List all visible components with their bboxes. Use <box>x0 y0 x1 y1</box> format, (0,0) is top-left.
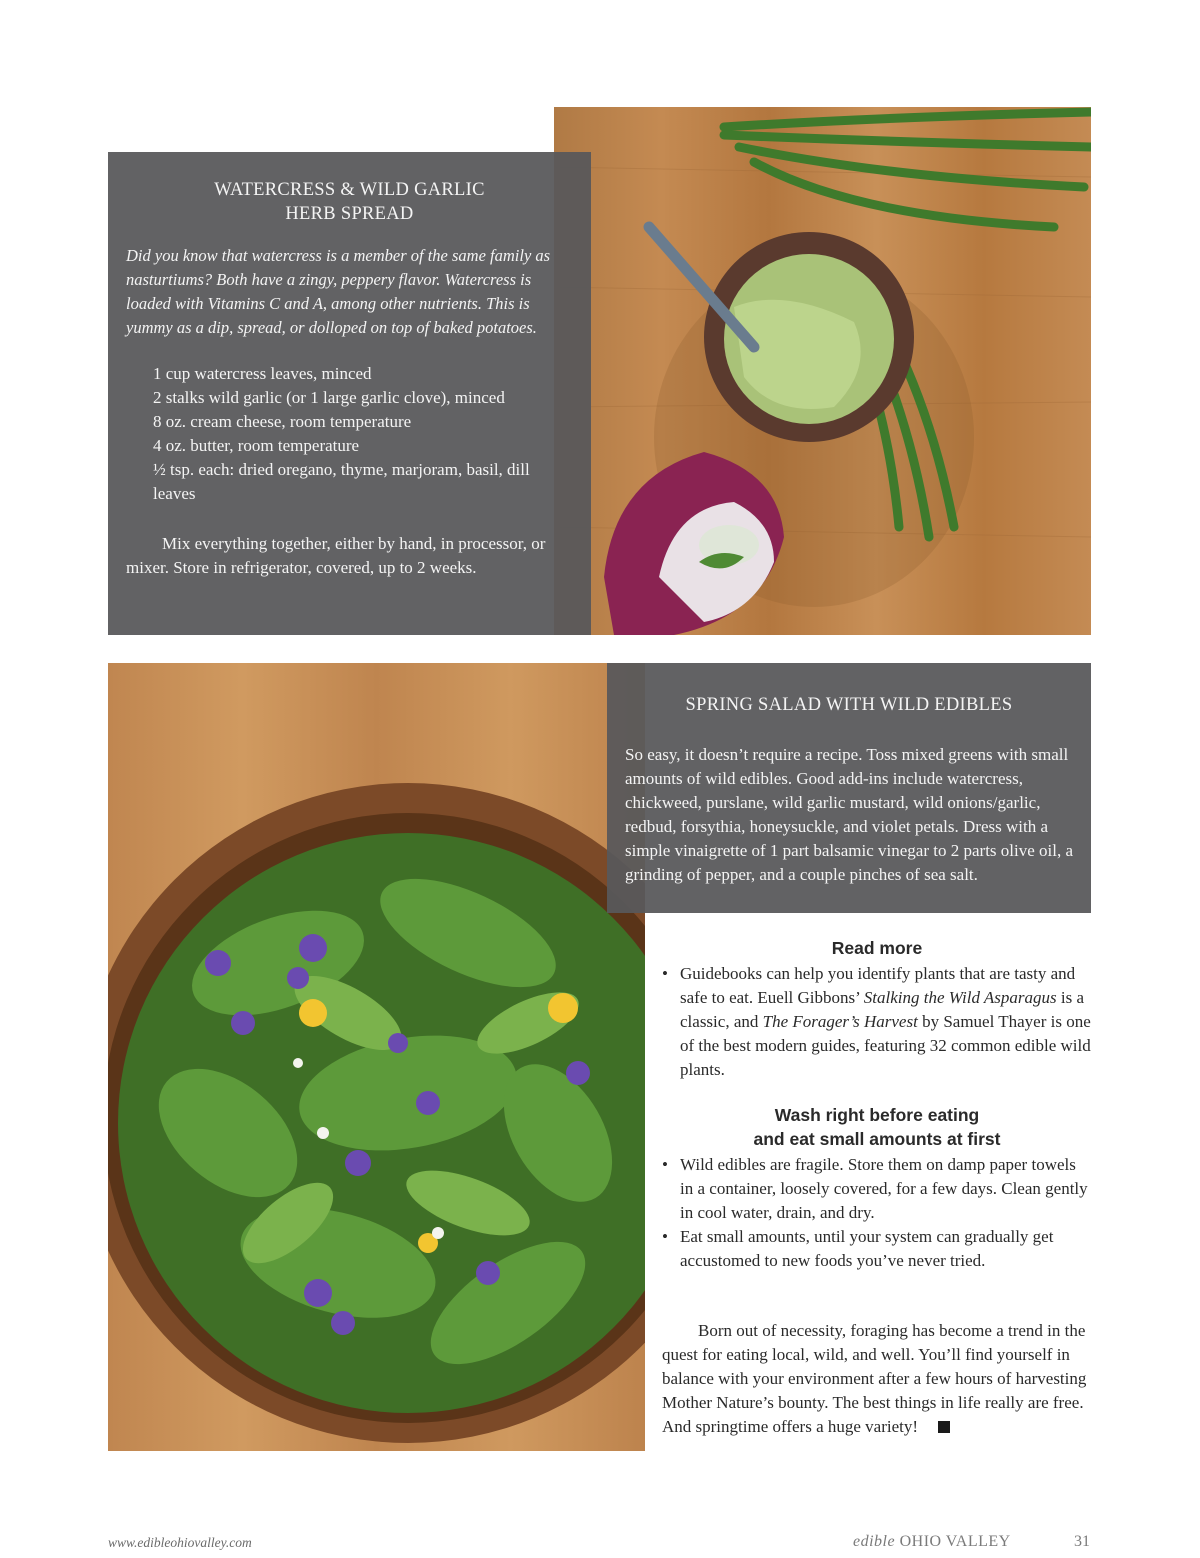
wash-heading <box>662 1103 1092 1151</box>
ingredient-item: 8 oz. cream cheese, room temperature <box>153 412 412 431</box>
salad-bowl-illustration <box>108 663 645 1451</box>
recipe-title <box>126 178 573 226</box>
wash-list <box>662 1153 1092 1273</box>
salad-recipe-box <box>607 663 1091 913</box>
closing-section <box>662 1319 1092 1439</box>
wash-heading-line1: Wash right before eating <box>774 1105 980 1125</box>
book-title-foragers-harvest: The Forager’s Harvest <box>762 1012 918 1031</box>
herb-spread-photo <box>554 107 1091 635</box>
recipe-title-line2: HERB SPREAD <box>285 204 414 224</box>
footer-mag-rest: OHIO VALLEY <box>899 1533 1011 1550</box>
read-more-item <box>662 962 1092 1082</box>
read-more-list <box>662 962 1092 1082</box>
salad-body: So easy, it doesn’t require a recipe. Toss mixed greens with small amounts of wild edibles. Good add-ins include watercress, chickweed, purslane, wild garlic mustard, wild onions/garlic, redbud, forsythia, honeysuckle, and violet petals. Dress with a simple vinaigrette of 1 part balsamic vinegar to 2 parts olive oil, a grinding of pepper, and a couple pinches of sea salt. <box>625 745 1074 884</box>
wash-item: • Wild edibles are fragile. Store them on damp paper towels in a container, loosely covered, for a few days. Clean gently in cool water, drain, and dry. <box>662 1153 1092 1225</box>
read-more-heading: Read more <box>831 938 923 958</box>
wash-item: • Eat small amounts, until your system can gradually get accustomed to new foods you’ve never tried. <box>662 1225 1092 1273</box>
ingredient-item: 1 cup watercress leaves, minced <box>153 364 372 383</box>
recipe-title-line1: WATERCRESS & WILD GARLIC <box>214 180 485 200</box>
read-more-text-b: is a classic, and <box>680 988 1085 1031</box>
read-more-text-c: by Samuel Thayer is one of the best modern guides, featuring 32 common edible wild plants. <box>680 1012 1091 1079</box>
watercress-recipe-box <box>108 152 591 635</box>
wash-heading-line2: and eat small amounts at first <box>753 1129 1001 1149</box>
footer-mag-italic: edible <box>853 1533 896 1550</box>
page-number: 31 <box>1074 1533 1090 1550</box>
recipe-directions: Mix everything together, either by hand, in processor, or mixer. Store in refrigerator, covered, up to 2 weeks. <box>126 534 546 577</box>
ingredient-list <box>153 362 573 506</box>
end-mark <box>938 1421 950 1433</box>
ingredient-item: 2 stalks wild garlic (or 1 large garlic clove), minced <box>153 388 505 407</box>
herb-spread-illustration <box>554 107 1091 635</box>
book-title-stalking: Stalking the Wild Asparagus <box>863 988 1057 1007</box>
footer-url: www.edibleohiovalley.com <box>108 1535 252 1550</box>
salad-title: SPRING SALAD WITH WILD EDIBLES <box>685 695 1013 715</box>
read-more-section <box>662 936 1092 1082</box>
ingredient-item: ½ tsp. each: dried oregano, thyme, marjoram, basil, dill leaves <box>153 460 530 503</box>
recipe-intro: Did you know that watercress is a member of the same family as nasturtiums? Both have a zingy, peppery flavor. Watercress is loaded with Vitamins C and A, among other nutrients. This is yummy as a dip, spread, or dolloped on top of baked potatoes. <box>126 246 551 337</box>
closing-text: Born out of necessity, foraging has become a trend in the quest for eating local, wild, and well. You’ll find yourself in balance with your environment after a few hours of harvesting Mother Nature’s bounty. The best things in life really are free. And springtime offers a huge variety! <box>662 1321 1087 1436</box>
wash-section <box>662 1103 1092 1273</box>
footer-magazine-name <box>853 1533 1011 1551</box>
spring-salad-photo <box>108 663 645 1451</box>
closing-paragraph <box>662 1319 1092 1439</box>
read-more-text-a: Guidebooks can help you identify plants that are tasty and safe to eat. Euell Gibbons’ <box>680 964 1076 1007</box>
ingredient-item: 4 oz. butter, room temperature <box>153 436 360 455</box>
